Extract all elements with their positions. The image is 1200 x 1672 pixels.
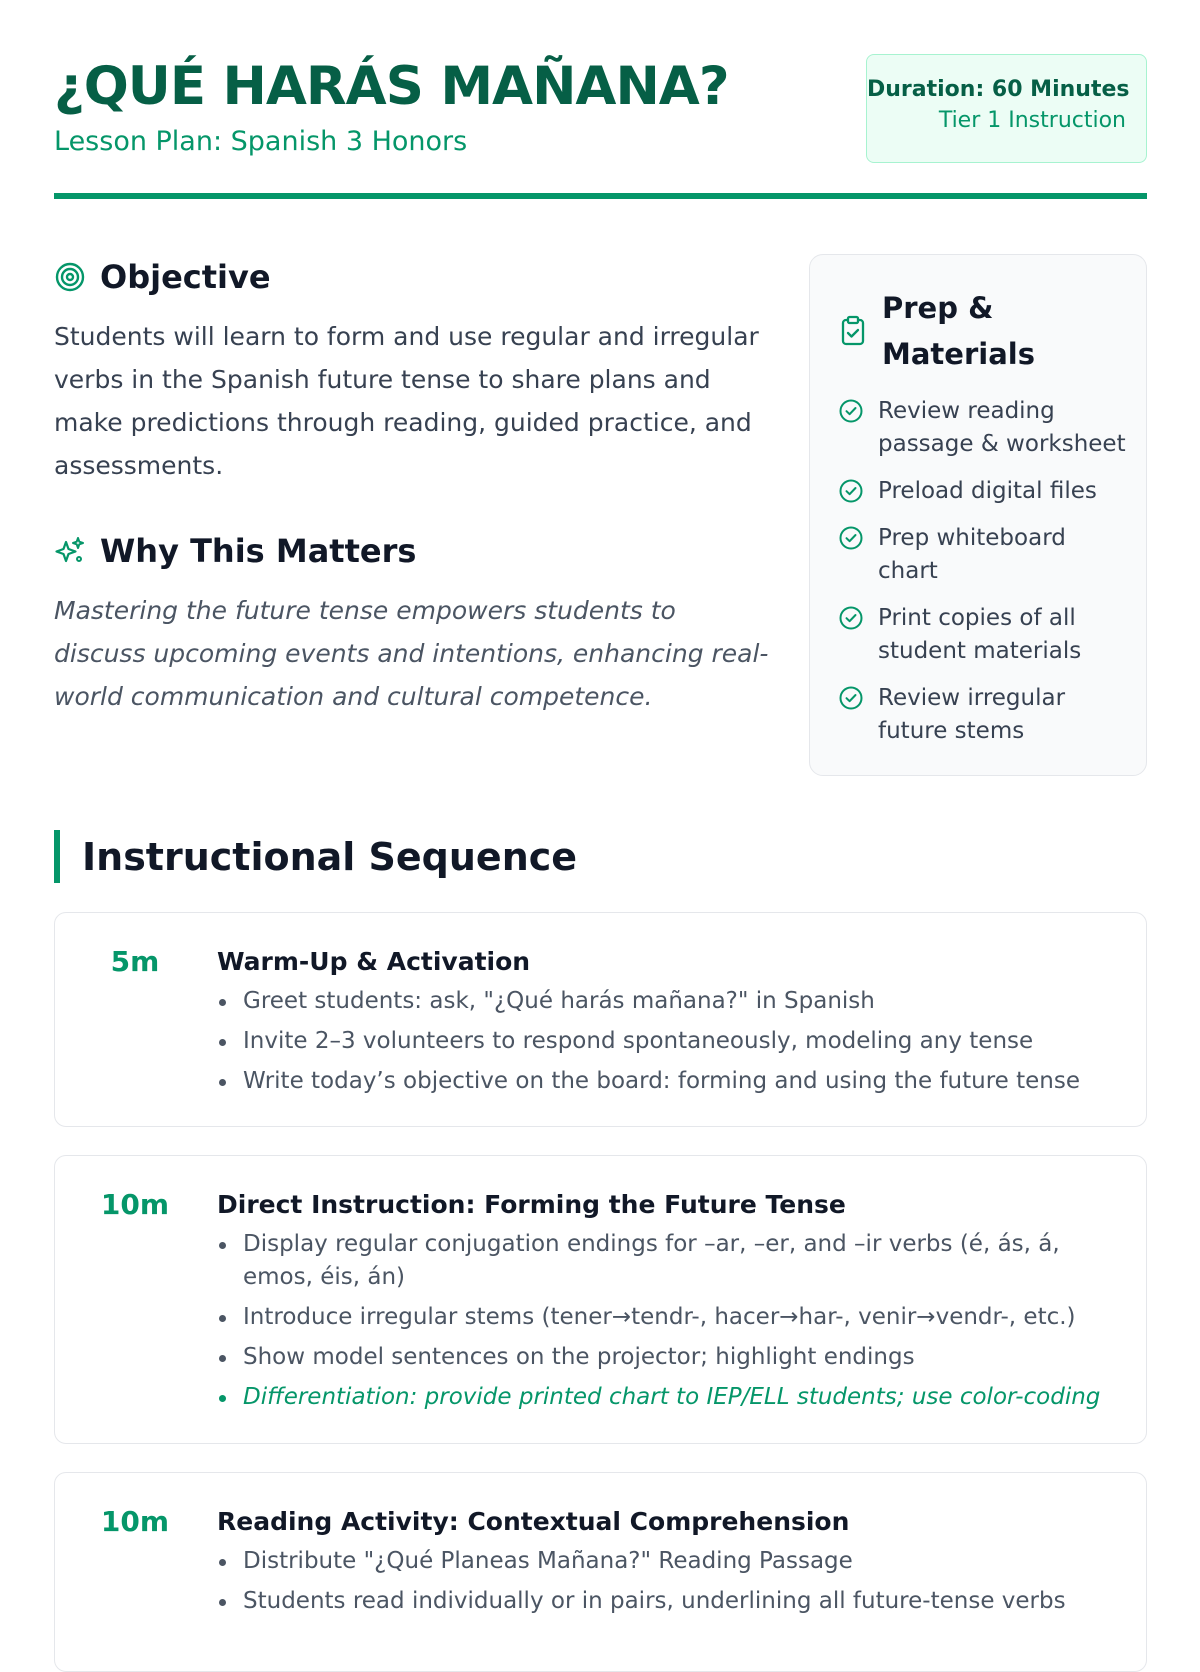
- target-icon: [54, 261, 86, 293]
- list-item: Greet students: ask, "¿Qué harás mañana?" in Spanish: [217, 985, 1107, 1018]
- check-circle-icon: [838, 398, 864, 424]
- sequence-step-reading-activity: [54, 1472, 1147, 1672]
- list-item: Students read individually or in pairs, underlining all future-tense verbs: [217, 1585, 1107, 1618]
- list-item: Show model sentences on the projector; highlight endings: [217, 1341, 1107, 1374]
- step-bullets: [217, 1545, 1107, 1618]
- differentiation-note: Differentiation: provide printed chart to IEP/ELL students; use color-coding: [217, 1381, 1107, 1414]
- page-title: ¿QUÉ HARÁS MAÑANA?: [54, 56, 729, 117]
- check-circle-icon: [838, 685, 864, 711]
- objective-heading: Objective: [100, 258, 271, 296]
- list-item: [838, 475, 1128, 508]
- prep-item-label: Print copies of all student materials: [878, 605, 1082, 664]
- why-heading: Why This Matters: [100, 532, 417, 570]
- why-heading-row: [54, 532, 416, 570]
- prep-item-label: Prep whiteboard chart: [878, 525, 1066, 584]
- lesson-plan-page: [54, 0, 1147, 1614]
- list-item: [838, 602, 1128, 668]
- step-body: [217, 945, 1107, 1105]
- duration-badge: [866, 54, 1147, 163]
- list-item: Invite 2–3 volunteers to respond spontaneously, modeling any tense: [217, 1025, 1107, 1058]
- sequence-step-warm-up: [54, 912, 1147, 1127]
- prep-item-label: Review irregular future stems: [878, 685, 1066, 744]
- sequence-step-direct-instruction: [54, 1155, 1147, 1444]
- sequence-heading-row: [54, 830, 577, 883]
- prep-heading: Prep & Materials: [882, 291, 1035, 371]
- prep-list: [838, 395, 1128, 762]
- list-item: [838, 682, 1128, 748]
- list-item: Write today’s objective on the board: forming and using the future tense: [217, 1065, 1107, 1098]
- step-duration: 10m: [100, 1188, 170, 1221]
- sequence-heading: Instructional Sequence: [82, 834, 578, 879]
- step-duration: 5m: [110, 945, 160, 978]
- prep-item-label: Review reading passage & worksheet: [878, 398, 1126, 457]
- page-subtitle: Lesson Plan: Spanish 3 Honors: [54, 126, 468, 157]
- step-title: Reading Activity: Contextual Comprehension: [217, 1507, 850, 1536]
- objective-heading-row: [54, 258, 271, 296]
- step-bullets: [217, 985, 1107, 1098]
- step-title: Direct Instruction: Forming the Future Tense: [217, 1190, 846, 1219]
- tier-label: Tier 1 Instruction: [938, 108, 1126, 133]
- sparkles-icon: [54, 535, 86, 567]
- step-bullets: [217, 1228, 1107, 1414]
- step-body: [217, 1505, 1107, 1625]
- step-duration: 10m: [100, 1505, 170, 1538]
- list-item: [838, 522, 1128, 588]
- prep-item-label: Preload digital files: [878, 478, 1097, 504]
- list-item: Distribute "¿Qué Planeas Mañana?" Reading Passage: [217, 1545, 1107, 1578]
- duration-label: Duration: 60 Minutes: [867, 77, 1130, 102]
- clipboard-check-icon: [836, 314, 870, 348]
- why-text: Mastering the future tense empowers students to discuss upcoming events and intentions, enhancing real-world communication and cultural competence.: [54, 596, 769, 711]
- step-title: Warm-Up & Activation: [217, 947, 531, 976]
- header-divider: [54, 193, 1147, 199]
- list-item: Display regular conjugation endings for –ar, –er, and –ir verbs (é, ás, á, emos, éis, án): [217, 1228, 1107, 1294]
- check-circle-icon: [838, 525, 864, 551]
- step-body: [217, 1188, 1107, 1421]
- list-item: Introduce irregular stems (tener→tendr-, hacer→har-, venir→vendr-, etc.): [217, 1301, 1107, 1334]
- objective-text: Students will learn to form and use regular and irregular verbs in the Spanish future tense to share plans and make predictions through reading, guided practice, and assessments.: [54, 322, 759, 480]
- prep-materials-card: [809, 254, 1147, 776]
- check-circle-icon: [838, 605, 864, 631]
- prep-heading-row: [836, 285, 1062, 377]
- check-circle-icon: [838, 478, 864, 504]
- list-item: [838, 395, 1128, 461]
